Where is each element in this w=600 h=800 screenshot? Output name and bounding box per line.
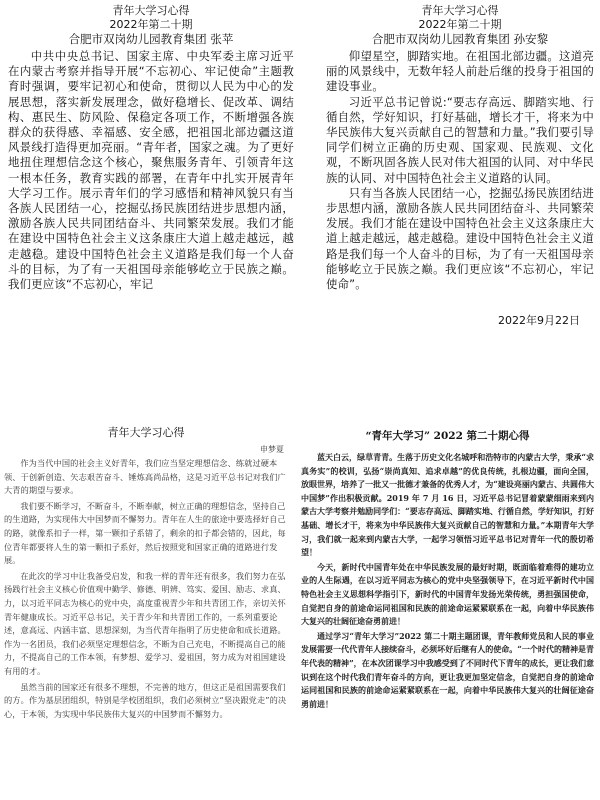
essay-body [8,49,294,292]
essay-paragraph: 作为当代中国的社会主义好青年，我们应当坚定理想信念、练就过硬本领、于创新创造、矢志艰苦奋斗、锤炼高尚品格，这是习近平总书记对我们广大青的期望与要求。 [4,458,286,496]
essay-paragraph: 在此次的学习中让我备受启发，和我一样的青年还有很多，我们努力在弘扬践行社会主义核心价值观中勤学、修德、明辨、笃实、爱国、励志、求真、力，以习近平同志为核心的党中央，高度重视青少年和共青团工作，亲切关怀青年健康成长。习近平总书记，关于青少年和共青团工作的，一系列重要论述，意高远、内涵丰富、思想深刻，为当代青年指明了历史使命和成长道路。作为一名团员，我们必须坚定理想信念，不断为自己充电，不断提高自己的能力，不提高自己的工作本领，有梦想、爱学习、爱祖国，努力成为对祖国建设有用的才。 [4,570,286,676]
essay-paragraph: 蓝天白云，绿草青青。生落于历史文化名城呼和浩特市的内蒙古大学，秉承“求真务实”的校训，弘扬“崇尚真知、追求卓越”的优良传统，扎根边疆，面向全国，放眼世界，培养了一批又一批德才兼备的优秀人才，为“建设亮丽内蒙古、共圆伟大中国梦”作出积极贡献。2019 年 7 月 16 日，习近平总书记冒着蒙蒙细雨来到内蒙古大学考察并勉励同学们：“要志存高远、脚踏实地、行循自然，学好知识，打好基础、增长才干，将来为中华民族伟大复兴贡献自己的智慧和力量。”本期青年大学习，我们就一起来到内蒙古大学，一起学习领悟习近平总书记对青年一代的殷切希望！ [301,452,594,558]
essay-paragraph: 中共中央总书记、国家主席、中央军委主席习近平在内蒙古考察并指导开展“不忘初心、牢记使命”主题教育时强调，要牢记初心和使命，贯彻以人民为中心的发展思想，落实新发展理念，做好稳增长、促改革、调结构、惠民生、防风险、保稳定各项工作，不断增强各族群众的获得感、幸福感、安全感，把祖国北部边疆这道风景线打造得更加亮丽。“青年者，国家之魂。为了更好地扭住理想信念这个核心，聚焦服务青年、引领青年这一根本任务，教育实践的部署，在青年中扎实开展青年大学习工作。展示青年们的学习感悟和精神风貌只有当各族人民团结一心，挖掘弘扬民族团结进步思想内涵，激励各族人民共同团结奋斗、共同繁荣发展。我们才能在建设中国特色社会主义这条康庄大道上越走越远，越走越稳。建设中国特色社会主义道路是我们每一个人奋斗的目标，为了有一天祖国母亲能够屹立于民族之巅。我们更应该“不忘初心，牢记 [8,49,294,292]
essay-paragraph: 虽然当前的国家还有很多不理想，不完善的地方，但这正是祖国需要我们的方。作为基层团组织，特别是学校团组织，我们必须树立“坚决跟党走”的决心，于本领，为实现中华民族伟大复兴的中国梦而不懈努力。 [4,681,287,719]
essay-body [4,457,288,721]
essay-panel-sun [300,0,600,400]
essay-paragraph: 仰望星空，脚踏实地。在祖国北部边疆。这道亮丽的风景线中，无数年轻人前赴后继的投身于祖国的建设事业。 [326,49,594,94]
essay-issue: 2022年第二十期 [418,18,502,31]
essay-title: 青年大学习心得 [421,4,499,17]
essay-body [326,49,594,292]
essay-title: “青年大学习” 2022 第二十期心得 [365,430,530,442]
essay-date: 2022年9月22日 [498,314,580,328]
essay-paragraph: 通过学习“青年大学习”2022 第二十期主题团课，青年教师党员和人民的事业发展需要一代代青年人接续奋斗，必须坏好后继有人的使命。“一个时代的精神是青年代表的精神”，在本次团课学习中我感受到了不同时代下青年的成长，更让我们意识到在这个时代我们青年奋斗的方向，更让我更加坚定信念，自觉把自身的前途命运同祖国和民族的前途命运紧紧联系在一起，向着中华民族伟大复兴的壮阔征途奋勇前进！ [301,630,594,709]
essay-author: 合肥市双岗幼儿园教育集团 张苹 [68,32,234,46]
essay-title: 青年大学习心得 [107,426,185,439]
essay-issue: 2022年第二十期 [109,18,193,31]
essay-paragraph: 我们要不断学习，不断奋斗，不断奉献，树立正确的理想信念，坚持自己的生道路，为实现伟大中国梦而不懈努力。青年在人生的旅途中要选择好自己的路，就像系扣子一样，第一颗扣子系错了，剩余的扣子都会错的，因此，每位青年都要将人生的第一颗扣子系好，然后按照党和国家正确的道路进行发展。 [4,500,286,566]
essay-paragraph: 今天，新时代中国青年处在中华民族发展的最好时期，既面临着难得的建功立业的人生际遇，在以习近平同志为核心的党中央坚强领导下，在习近平新时代中国特色社会主义思想科学指引下，新时代的中国青年发扬光荣传统，勇担强国使命，自觉把自身的前途命运同祖国和民族的前途命运紧紧联系在一起，向着中华民族伟大复兴的壮阔征途奋勇前进！ [301,561,594,627]
essay-author: 合肥市双岗幼儿园教育集团 孙安黎 [371,32,549,46]
essay-panel-study [297,410,600,800]
essay-body [301,451,594,711]
essay-paragraph: 只有当各族人民团结一心，挖掘弘扬民族团结进步思想内涵，激励各族人民共同团结奋斗、共同繁荣发展。我们才能在建设中国特色社会主义这条康庄大道上越走越远，越走越稳。建设中国特色社会主义道路是我们每一个人奋斗的目标，为了有一天祖国母亲能够屹立于民族之巅。我们更应该“不忘初心，牢记使命”。 [326,185,594,292]
essay-author: 申梦夏 [260,445,284,454]
essay-panel-shen [0,410,292,800]
essay-paragraph: 习近平总书记曾说:“要志存高远、脚踏实地、行循自然，学好知识，打好基础，增长才干，将来为中华民族伟大复兴贡献自己的智慧和力量。”我们要引导同学们树立正确的历史观、国家观、民族观、文化观，不断巩固各族人民对伟大祖国的认同、对中华民族的认同、对中国特色社会主义道路的认同。 [326,94,594,185]
essay-title: 青年大学习心得 [112,4,190,17]
essay-panel-zhang [0,0,300,400]
